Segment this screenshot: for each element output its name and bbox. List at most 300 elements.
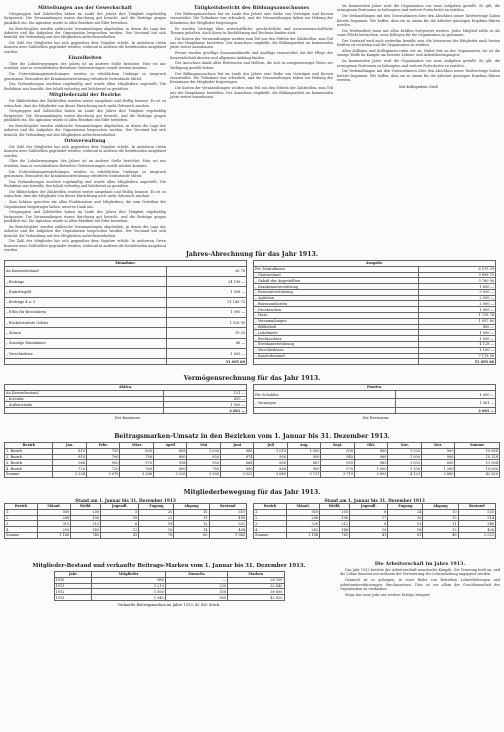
table-cell: 1 010 <box>254 448 288 454</box>
table-cell: 200 <box>71 509 101 515</box>
row-value: 1 500 — <box>163 402 246 408</box>
table-cell: Summe <box>5 471 53 477</box>
table-cell: 3 640 <box>254 471 288 477</box>
table-cell: 3 286 <box>120 471 154 477</box>
column-header: Febr. <box>86 443 120 449</box>
table-cell: 210 <box>71 521 101 527</box>
table-cell: 15 <box>174 509 209 515</box>
table-row <box>254 399 496 408</box>
table-cell: 76 <box>139 532 174 538</box>
table-cell: 2. Bezirk <box>5 454 53 460</box>
table-cell: 900 <box>421 448 455 454</box>
row-label: „ Krankenunterstützung <box>254 284 419 290</box>
paragraph: Das Jahr 1913 brachte der Arbeiterschaft mancherlei Kämpfe. Die Teuerung hielt an, und die Löhne konnten nur mühsam der Verteuerung der Lebenshaltung angepasst werden. <box>340 568 500 577</box>
row-value: 1 090 — <box>166 307 246 317</box>
table-cell: 760 <box>120 466 154 472</box>
paragraph: Die Unterstützungseinrichtungen wurden in erheblichem Umfange in Anspruch genommen. Besonders die Krankenunterstützung erforderte bedeutende Mittel. <box>4 169 166 178</box>
table-cell: 810 <box>53 448 87 454</box>
row-value: 66 — <box>166 338 246 348</box>
table-cell: 900 <box>287 466 321 472</box>
table-row <box>5 318 247 328</box>
asset-statement <box>4 372 500 422</box>
paragraph: Über die Lohnbewegungen des Jahres ist an anderer Stelle berichtet. Hier sei nur erwähnt, dass in verschiedenen Betrieben Verbesserungen erzielt werden konnten. <box>4 159 166 168</box>
table-cell: 12 <box>174 521 209 527</box>
column-header: Bezirk <box>5 504 38 510</box>
row-label: „ Drucksachen <box>254 307 419 313</box>
paragraph: Es wurden Vorträge über wirtschaftliche, geschichtliche und naturwissenschaftliche Themen gehalten. Auch Kurse in Buchführung und Rechnen fanden statt. <box>170 26 333 35</box>
table-cell: 980 <box>92 577 165 583</box>
table-cell: 320 <box>287 521 320 527</box>
table-cell: 4. <box>5 527 38 533</box>
membership-right-caption: Stand am 1. Januar bis 31. Dezember 1913 <box>324 498 425 503</box>
member-stock <box>4 560 334 609</box>
table-cell: 20 <box>139 509 174 515</box>
table-cell: 1. <box>5 509 38 515</box>
table-cell: 1 000 <box>187 448 221 454</box>
table-cell: 514 <box>458 515 496 521</box>
row-value: 2 000 — <box>419 301 496 307</box>
paragraph: Die Zahl der Mitglieder hat sich gegenüber dem Vorjahre erhöht. In mehreren Orten konnten neue Zahlstellen gegründet werden, während in anderen die bestehenden ausgebaut wurden. <box>4 144 166 158</box>
table-cell: 148 <box>320 527 350 533</box>
column-header: Abgang <box>174 504 209 510</box>
table-cell: 12 <box>423 527 458 533</box>
table-cell: 300 <box>38 509 71 515</box>
table-cell: 60 <box>174 532 209 538</box>
column-header: Mai <box>187 443 221 449</box>
table-cell: Summe <box>254 532 287 538</box>
row-label: An Kassenbestand <box>5 266 167 276</box>
section-heading: Einzelheiten <box>68 56 102 62</box>
membership-left-table <box>4 503 247 539</box>
table-row <box>5 277 247 287</box>
table-cell: 850 <box>187 454 221 460</box>
closing-greeting: Mit kollegialem Gruß <box>399 84 438 89</box>
table-cell: 3 737 <box>287 471 321 477</box>
table-cell: 310 <box>287 509 320 515</box>
table-cell: 1 200 <box>421 466 455 472</box>
table-cell: 3. <box>5 521 38 527</box>
table-cell: 2. <box>254 515 287 521</box>
row-value: 21 148 73 <box>166 297 246 307</box>
table-cell: 48 <box>423 532 458 538</box>
table-cell: 970 <box>321 466 355 472</box>
table-cell: 18 <box>101 515 139 521</box>
column-header: Jahr <box>54 572 92 578</box>
row-label: „ Porto <box>254 313 419 319</box>
table-cell: 850 <box>254 460 288 466</box>
table-cell: 288 <box>38 515 71 521</box>
table-cell: 1911 <box>54 583 92 589</box>
expense-total: 51 095 60 <box>419 359 496 365</box>
row-value: 1 028 90 <box>166 318 246 328</box>
table-cell: 310 <box>38 521 71 527</box>
row-value: 1 000 — <box>419 336 496 342</box>
column-middle <box>170 4 333 101</box>
paragraph: Die Bibliotheken der Zahlstellen wurden weiter ausgebaut und fleißig benutzt. Es ist zu wünschen, dass die Mitglieder von dieser Einrichtung noch mehr Gebrauch machen. <box>4 190 166 199</box>
row-label: „ Verschiedenes <box>254 347 419 353</box>
row-value: 1 057 60 <box>419 318 496 324</box>
table-cell: 909 <box>321 460 355 466</box>
table-row <box>5 287 247 297</box>
table-cell: 750 <box>86 448 120 454</box>
column-header: Bestand <box>209 504 247 510</box>
column-header: Zugang <box>139 504 174 510</box>
row-label: „ Inventar <box>5 396 164 402</box>
column-header: Bestand <box>458 504 496 510</box>
paragraph: Die Kosten der Veranstaltungen wurden zum Teil aus den Mitteln der Zahlstellen, zum Teil aus der Hauptkasse bestritten. Der Ausschuss empfiehlt, die Bildungsarbeit im kommenden Jahre weiter auszubauen. <box>170 86 333 99</box>
table-cell: 1 020 <box>388 448 422 454</box>
column-header: Zuwachs <box>165 572 227 578</box>
row-label: „ Gauvorstand <box>254 272 419 278</box>
table-cell: — <box>165 577 227 583</box>
row-value: 1 000 — <box>396 390 496 399</box>
table-row <box>54 595 284 601</box>
table-cell: 296 <box>287 515 320 521</box>
paragraph: Die Kosten der Veranstaltungen wurden zum Teil aus den Mitteln der Zahlstellen, zum Teil aus der Hauptkasse bestritten. Der Ausschuss empfiehlt, die Bildungsarbeit im kommenden Jahre weiter auszubauen. <box>170 36 333 50</box>
table-cell: 42 820 <box>228 595 284 601</box>
table-cell: 18 <box>388 527 423 533</box>
row-label: „ Außenstände <box>5 402 164 408</box>
table-row <box>5 348 247 358</box>
stamp-sales-title: Beitragsmarken-Umsatz in den Bezirken vom 1. Januar bis 31. Dezember 1913. <box>114 433 390 440</box>
row-value: 2 050 — <box>419 295 496 301</box>
table-row <box>5 297 247 307</box>
table-cell: 19 <box>388 521 423 527</box>
paragraph: Ferner wurden gesellige Zusammenkünfte und Ausflüge veranstaltet, die der Pflege der Kameradschaft dienten und allgemein Anklang fanden. <box>170 51 333 60</box>
table-cell: 499 <box>209 515 247 521</box>
table-cell: 960 <box>354 454 388 460</box>
table-row <box>5 307 247 317</box>
table-cell: 22 <box>139 515 174 521</box>
table-cell: 17 <box>350 515 388 521</box>
table-cell: 1 148 <box>38 532 71 538</box>
row-label: „ Bureauunkosten <box>254 301 419 307</box>
member-stock-table <box>54 571 285 601</box>
table-cell: 11 004 <box>455 460 500 466</box>
row-label: „ Bibliothek <box>254 324 419 330</box>
table-cell: 756 <box>120 454 154 460</box>
paragraph: Der Bildungsausschuss hat im Laufe des Jahres eine Reihe von Vorträgen und Kursen veranstaltet. Die Teilnahme war erfreulich, und die Veranstaltungen haben zur Hebung der Kenntnisse der Mitglieder beigetragen. <box>170 12 333 25</box>
column-header: Okt. <box>354 443 388 449</box>
row-label: „ Agitation <box>254 295 419 301</box>
column-header: April <box>153 443 187 449</box>
table-cell: 140 <box>71 527 101 533</box>
table-cell: 887 <box>287 460 321 466</box>
column-header: Dez. <box>421 443 455 449</box>
table-cell: 10 858 <box>455 448 500 454</box>
table-row <box>254 532 496 538</box>
row-value: 1 003 — <box>166 348 246 358</box>
table-cell: 10 328 <box>455 454 500 460</box>
table-cell: 986 <box>53 460 87 466</box>
row-value: 800 — <box>419 324 496 330</box>
table-cell: 38 600 <box>228 589 284 595</box>
table-cell: 548 <box>458 521 496 527</box>
row-label: „ Kassenbestand <box>254 353 419 359</box>
table-cell: 940 <box>321 454 355 460</box>
paragraph: Möge das neue Jahr uns weitere Erfolge bringen! <box>345 592 431 597</box>
paragraph: Der Vorstand wird auch weiterhin bemüht sein, die Interessen der Mitglieder nach besten Kräften zu vertreten und die Organisation zu stärken. <box>337 38 500 48</box>
table-cell: 1 188 <box>287 532 320 538</box>
member-stock-title: Mitglieder-Bestand und verkaufte Beitrags-Marken vom 1. Januar bis 31. Dezember 1913. <box>32 563 306 569</box>
row-value: 1 008 — <box>166 287 246 297</box>
row-label: „ Zinsen <box>5 328 167 338</box>
table-cell: 32 840 <box>228 583 284 589</box>
table-cell: 3. <box>254 521 287 527</box>
table-cell: 980 <box>220 448 254 454</box>
table-cell: 212 <box>320 521 350 527</box>
table-cell: 190 <box>71 515 101 521</box>
column-header: Jugendl. <box>101 504 139 510</box>
table-cell: 3 719 <box>321 471 355 477</box>
paragraph: Im Berichtsjahre wurden zahlreiche Versammlungen abgehalten, in denen die Lage der Arbeiter und die Aufgaben der Organisation besprochen wurden. Der Vorstand hat sich bemüht, die Verbindung mit den Mitgliedern aufrechtzuerhalten. <box>4 123 166 137</box>
paragraph: Im kommenden Jahre wird die Organisation vor neue Aufgaben gestellt. Es gilt, die errungenen Positionen zu behaupten und weitere Fortschritte zu erzielen. <box>337 4 500 13</box>
row-label: Per Zentralkasse <box>254 266 419 272</box>
column-header: Sept. <box>321 443 355 449</box>
liabilities-total: 2 061 — <box>396 408 496 414</box>
table-cell: 41 <box>101 532 139 538</box>
income-total: 51 095 60 <box>166 359 246 365</box>
income-table <box>4 260 247 365</box>
row-label: „ Erlös für Broschüren <box>5 307 167 317</box>
table-cell: 535 <box>458 509 496 515</box>
table-cell: 42 820 <box>455 471 500 477</box>
assets-table <box>4 384 247 414</box>
table-cell: 11 <box>423 521 458 527</box>
table-cell: 18 <box>139 521 174 527</box>
table-cell: 4. Bezirk <box>5 466 53 472</box>
table-cell: 28 100 <box>228 577 284 583</box>
table-cell: 800 <box>153 454 187 460</box>
paragraph: Die Zahl der Mitglieder hat sich gegenüber dem Vorjahre erhöht. In mehreren Orten konnten neue Zahlstellen gegründet werden, während in anderen die bestehenden ausgebaut wurden. <box>4 239 166 253</box>
table-cell: 963 <box>354 460 388 466</box>
table-cell: 12 <box>101 527 139 533</box>
liabilities-table <box>253 384 496 414</box>
table-cell: 2 023 <box>458 532 496 538</box>
table-cell: 3 803 <box>354 471 388 477</box>
paragraph: Die Zahl der Mitglieder hat sich gegenüber dem Vorjahre erhöht. In mehreren Orten konnten neue Zahlstellen gegründet werden, während in anderen die bestehenden ausgebaut wurden. <box>4 41 166 54</box>
table-cell: 720 <box>53 466 87 472</box>
table-cell: 350 <box>165 589 227 595</box>
table-cell: 14 <box>174 527 209 533</box>
paragraph: Über die Lohnbewegungen des Jahres ist an anderer Stelle berichtet. Hier sei nur erwähnt, dass in verschiedenen Betrieben Verbesserungen erzielt werden konnten. <box>4 62 166 71</box>
row-label: „ Rückerstattete Gelder <box>5 318 167 328</box>
paragraph: Dennoch ist es gelungen, in einer Reihe von Betrieben Lohnerhöhungen und Arbeitszeitverkürzungen durchzusetzen. Dies ist vor allem der Geschlossenheit der Organisation zu verdanken. <box>340 578 500 591</box>
paragraph: Allen Kollegen und Kolleginnen rufen wir zu: Haltet fest an der Organisation, sie ist die einzige Waffe im Kampfe um bessere Lebens- und Arbeitsbedingungen! <box>337 49 500 58</box>
row-value: 6 575 39 <box>419 266 496 272</box>
table-cell: 8 <box>350 521 388 527</box>
table-cell: 4 123 <box>388 471 422 477</box>
table-cell: 700 <box>86 454 120 460</box>
row-value: 19 20 <box>166 328 246 338</box>
column-header: Weibl. <box>71 504 101 510</box>
paragraph: Der Bildungsausschuss hat im Laufe des Jahres eine Reihe von Vorträgen und Kursen veranstaltet. Die Teilnahme war erfreulich, und die Veranstaltungen haben zur Hebung der Kenntnisse der Mitglieder beigetragen. <box>170 71 333 85</box>
column-header: Juni <box>220 443 254 449</box>
table-cell: 3 334 <box>53 471 87 477</box>
paragraph: Die Verhandlungen mit den Unternehmern über den Abschluss neuer Tarifverträge haben bereits begonnen. Wir hoffen, dass sie zu einem für die Arbeiter günstigen Ergebnis führen werden. <box>337 14 500 27</box>
row-value: 1 600 — <box>419 284 496 290</box>
column-header: Männl. <box>287 504 320 510</box>
paragraph: Im kommenden Jahre wird die Organisation vor neue Aufgaben gestellt. Es gilt, die errungenen Positionen zu behaupten und weitere Fortschritte zu erzielen. <box>337 59 500 68</box>
table-cell: 818 <box>53 454 87 460</box>
row-label: „ Lokalmiete <box>254 330 419 336</box>
table-row <box>5 338 247 348</box>
paragraph: Das Verbandsorgan erschien regelmäßig und wurde allen Mitgliedern zugestellt. Die Redaktion war bemüht, den Inhalt vielseitig und belehrend zu gestalten. <box>4 82 166 91</box>
table-cell: 900 <box>86 460 120 466</box>
expense-table <box>253 260 496 365</box>
table-cell: 5 <box>101 509 139 515</box>
paragraph: Das Verbandsorgan erschien regelmäßig und wurde allen Mitgliedern zugestellt. Die Redaktion war bemüht, den Inhalt vielseitig und belehrend zu gestalten. <box>4 179 166 189</box>
row-value: 1 728 78 <box>419 313 496 319</box>
row-label: „ Streikunterstützung <box>254 341 419 347</box>
table-cell: 1912 <box>54 589 92 595</box>
table-cell: 532 <box>209 521 247 527</box>
table-row <box>5 471 500 477</box>
column-header: Nov. <box>388 443 422 449</box>
table-cell: 404 <box>209 527 247 533</box>
table-cell: 3 070 <box>86 471 120 477</box>
table-cell: 262 <box>287 527 320 533</box>
table-cell: 720 <box>86 466 120 472</box>
paragraph: Die Verhandlungen mit den Unternehmern über den Abschluss neuer Tarifverträge haben bereits begonnen. Wir hoffen, dass sie zu einem für die Arbeiter günstigen Ergebnis führen werden. <box>337 69 500 83</box>
paragraph: Im Berichtsjahre wurden zahlreiche Versammlungen abgehalten, in denen die Lage der Arbeiter und die Aufgaben der Organisation besprochen wurden. Der Vorstand hat sich bemüht, die Verbindung mit den Mitgliedern aufrechtzuerhalten. <box>4 224 166 238</box>
table-cell: 900 <box>254 454 288 460</box>
row-label: „ Rechtsschutz <box>254 336 419 342</box>
annual-accounts-title: Jahres-Abrechnung für das Jahr 1913. <box>185 251 319 258</box>
auditors-signature-line: Die Revisoren: <box>362 415 390 420</box>
paragraph: Der Ausschuss dankt allen Referenten und Helfern, die sich in uneigennütziger Weise zur Verfügung gestellt haben. <box>170 61 333 70</box>
membership-right-table <box>253 503 496 539</box>
column-header: Marken <box>228 572 284 578</box>
table-cell: 81 <box>388 532 423 538</box>
column-header: Bezirk <box>254 504 287 510</box>
column-header: Jugendl. <box>350 504 388 510</box>
table-cell: Summe <box>5 532 38 538</box>
table-cell: 6 <box>350 509 388 515</box>
annual-accounts <box>4 248 500 365</box>
paragraph: Zum Schluss sprechen wir allen Funktionären und Mitgliedern, die zum Gedeihen der Organisation beigetragen haben, unseren Dank aus. <box>4 200 166 209</box>
table-cell: 800 <box>153 466 187 472</box>
table-row <box>5 328 247 338</box>
row-label: „ Verschiedene <box>5 348 167 358</box>
row-value: 7 178 90 <box>419 353 496 359</box>
section-heading: Ortsverwaltung <box>64 138 106 144</box>
table-cell: 250 <box>38 527 71 533</box>
row-label: „ Versammlungen <box>254 318 419 324</box>
table-cell: 20 <box>388 515 423 521</box>
paragraph: Die Werbearbeit muss mit allen Kräften fortgesetzt werden. Jedes Mitglied sollte es als seine Pflicht betrachten, neue Kollegen für die Organisation zu gewinnen. <box>337 28 500 38</box>
row-value: 1 061 — <box>396 399 496 408</box>
table-cell: 1. <box>254 509 287 515</box>
row-label: „ Beiträge 4 u. 5 <box>5 297 167 307</box>
section-heading: Die Arbeiterschaft im Jahre 1913. <box>374 562 466 567</box>
table-cell: 874 <box>220 454 254 460</box>
table-cell: 10 630 <box>455 466 500 472</box>
paragraph: Die Bibliotheken der Zahlstellen wurden weiter ausgebaut und fleißig benutzt. Es ist zu wünschen, dass die Mitglieder von dieser Einrichtung noch mehr Gebrauch machen. <box>4 99 166 108</box>
column-right <box>337 4 500 91</box>
table-cell: 880 <box>254 466 288 472</box>
row-value: 26 78 <box>166 266 246 276</box>
table-cell: 510 <box>209 509 247 515</box>
column-header: Zugang <box>388 504 423 510</box>
table-row <box>5 532 247 538</box>
paragraph: Ortsgruppen und Zahlstellen haben im Laufe des Jahres ihre Tätigkeit regelmäßig fortgesetzt. Die Versammlungen waren durchweg gut besucht, und die Beiträge gingen pünktlich ein. Die Agitation wurde in allen Bezirken mit Eifer betrieben. <box>4 109 166 123</box>
table-cell: 808 <box>153 448 187 454</box>
income-title: Einnahme. <box>5 261 247 267</box>
table-cell: 740 <box>71 532 101 538</box>
membership-movement-title: Mitgliederbewegung für das Jahr 1913. <box>183 489 321 496</box>
table-cell: 2. <box>5 515 38 521</box>
column-header: Weibl. <box>320 504 350 510</box>
cashier-signature-line: Der Kassierer: <box>114 415 142 420</box>
expense-title: Ausgabe. <box>254 261 496 267</box>
row-value: 410 — <box>163 396 246 402</box>
table-cell: 1. Bezirk <box>5 448 53 454</box>
member-stock-footer: Verkaufte Beitragsmarken im Jahre 1913: 42 820 Stück. <box>117 602 221 607</box>
paragraph: Die Unterstützungseinrichtungen wurden in erheblichem Umfange in Anspruch genommen. Besonders die Krankenunterstützung erforderte bedeutende Mittel. <box>4 72 166 81</box>
table-cell: 980 <box>421 454 455 460</box>
table-cell: 950 <box>187 460 221 466</box>
table-cell: 1 000 <box>287 448 321 454</box>
row-value: 1 000 — <box>419 307 496 313</box>
row-label: „ Eintrittsgeld <box>5 287 167 297</box>
row-value: 24 198 — <box>166 277 246 287</box>
row-label: „ Reiseunterstützung <box>254 289 419 295</box>
table-cell: 10 <box>350 527 388 533</box>
table-cell: 800 <box>220 466 254 472</box>
table-cell: 1 000 <box>388 454 422 460</box>
column-header: Männl. <box>38 504 71 510</box>
row-value: 1 090 — <box>419 330 496 336</box>
table-row <box>5 266 247 276</box>
asset-statement-title: Vermögensrechnung für das Jahr 1913. <box>183 375 321 382</box>
table-cell: 3. Bezirk <box>5 460 53 466</box>
paragraph: Im Berichtsjahre wurden zahlreiche Versammlungen abgehalten, in denen die Lage der Arbeiter und die Aufgaben der Organisation besprochen wurden. Der Vorstand hat sich bemüht, die Verbindung mit den Mitgliedern aufrechtzuerhalten. <box>4 26 166 40</box>
assets-title: Aktiva. <box>5 385 247 391</box>
table-cell: 868 <box>220 460 254 466</box>
stamp-sales <box>4 430 500 478</box>
table-row <box>254 390 496 399</box>
assets-total: 2 061 — <box>163 408 246 414</box>
table-cell: 6 <box>101 521 139 527</box>
column-left <box>4 4 166 254</box>
table-cell: 918 <box>153 460 187 466</box>
section-heading: Mitgliederzahl der Bezirke <box>49 93 121 99</box>
table-cell: 761 <box>320 532 350 538</box>
table-cell: 16 <box>139 527 174 533</box>
table-cell: 1913 <box>54 595 92 601</box>
row-value: 4 128 — <box>419 341 496 347</box>
table-cell: 19 <box>174 515 209 521</box>
table-cell: 1 945 <box>209 532 247 538</box>
column-header: Bezirk <box>5 443 53 449</box>
table-cell: 24 <box>388 509 423 515</box>
row-label: „ Sonstige Einnahmen <box>5 338 167 348</box>
table-cell: 3 580 <box>187 471 221 477</box>
paragraph: Ortsgruppen und Zahlstellen haben im Laufe des Jahres ihre Tätigkeit regelmäßig fortgesetzt. Die Versammlungen waren durchweg gut besucht, und die Beiträge gingen pünktlich ein. Die Agitation wurde in allen Bezirken mit Eifer betrieben. <box>4 210 166 224</box>
table-cell: 780 <box>187 466 221 472</box>
table-cell: 1 945 <box>92 595 165 601</box>
table-cell: 950 <box>287 454 321 460</box>
table-cell: 3 880 <box>421 471 455 477</box>
table-cell: 10 <box>423 509 458 515</box>
table-cell: 385 <box>165 595 227 601</box>
table-cell: 1 100 <box>388 466 422 472</box>
table-cell: 3 326 <box>153 471 187 477</box>
row-value: 1 100 — <box>419 347 496 353</box>
table-cell: 1 560 <box>92 589 165 595</box>
row-label: „ Beiträge <box>5 277 167 287</box>
